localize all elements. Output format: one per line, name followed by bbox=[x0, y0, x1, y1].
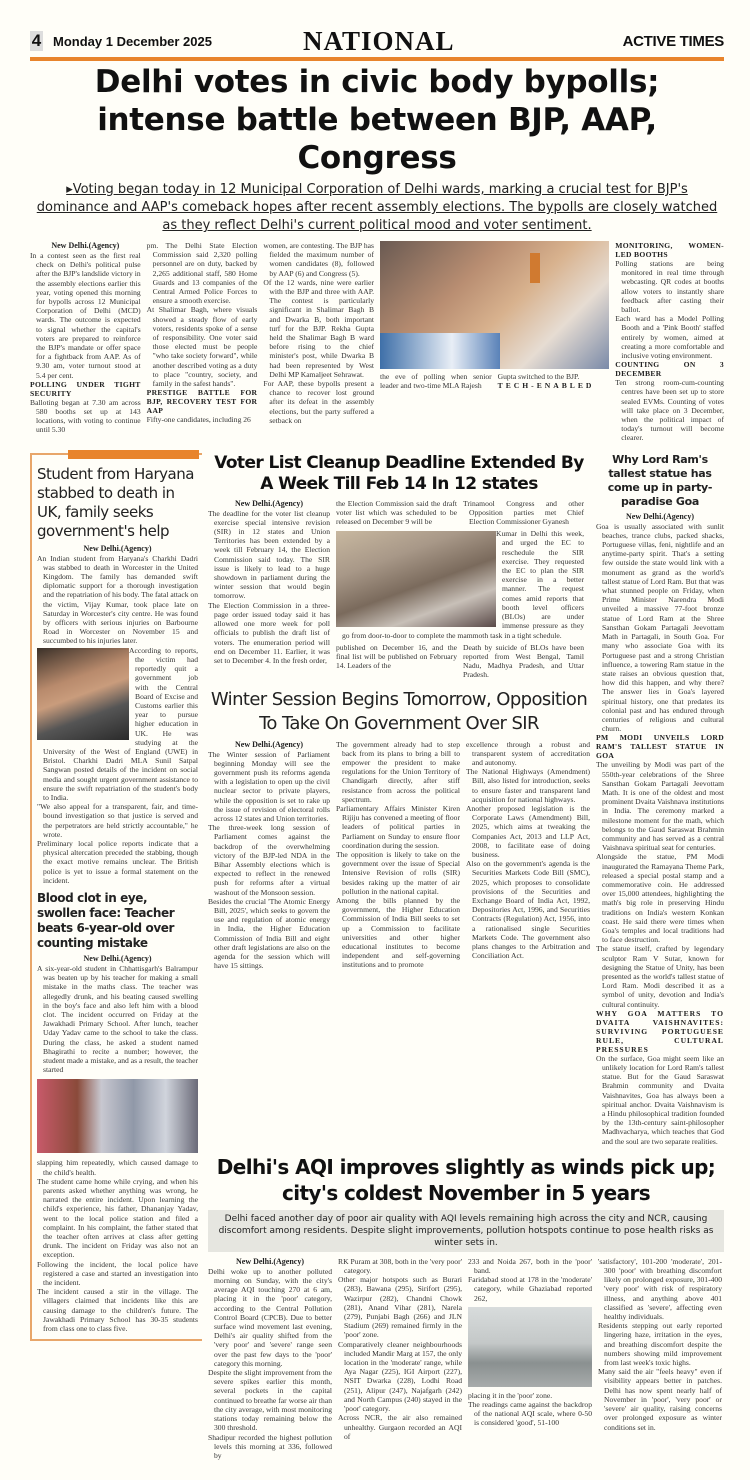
paragraph: Alongside the statue, PM Modi inaugurated the Ramayana Theme Park, released a special postal stamp and a commemorative coin. He addressed over 15,000 attendees, highlighting the math's big role in preserving Hindu traditions on India's western Konkan coast. He said there were times when Goa's temples and local traditions had to face destruction. bbox=[596, 852, 724, 945]
teacher-story-body bbox=[37, 954, 198, 1333]
uk-story-body bbox=[37, 544, 198, 885]
sir-story-headline: Voter List Cleanup Deadline Extended By A Week Till Feb 14 In 12 states bbox=[214, 452, 584, 494]
paragraph: 'satisfactory', 101-200 'moderate', 201-300 'poor' with breathing discomfort likely on prolonged exposure, 301-400 'very poor' with risk of respiratory illness, and anything above 401 classified as 'severe', affecting even healthy individuals. bbox=[598, 1256, 722, 1322]
aqi-column-1 bbox=[208, 1257, 332, 1460]
subhead: COUNTING ON 3 DECEMBER bbox=[615, 360, 724, 379]
paragraph: Fifty-one candidates, including 26 bbox=[146, 415, 251, 425]
section-title: NATIONAL bbox=[303, 25, 455, 56]
byline: New Delhi.(Agency) bbox=[236, 1256, 304, 1266]
lead-deck bbox=[30, 181, 724, 235]
paragraph: For AAP, these bypolls present a chance to recover lost ground after its defeat in the assembly elections, but the party suffered a setback on bbox=[263, 379, 375, 425]
paragraph: In a contest seen as the first real check on Delhi's political pulse after the BJP's landslide victory in the assembly elections earlier this year, voting opened this morning for bypolls across 12 Municipal Corporation of Delhi (MCD) wards. The outcome is expected to signal whether the capital's voters are prepared to reinforce the BJP's mandate or offer space for a fightback from AAP. As of 9.30 am, voter turnout stood at 5.4 per cent. bbox=[30, 251, 141, 380]
paragraph: Shadipur recorded the highest pollution levels this morning at 336, followed by bbox=[208, 1432, 332, 1460]
paragraph: The unveiling by Modi was part of the 550th-year celebrations of the Shree Sansthan Gokam Partagali Jeevottam Math. It is one of the oldest and most prominent Dvaita Vaishnava institutions in India. The ceremony marked a milestone moment for the math, which belongs to the Gaud Saraswat Brahmin community and has served as a central Vaishnava spiritual seat for centuries. bbox=[596, 760, 724, 853]
sir-column-3b: Kumar in Delhi this week, and urged the EC to reschedule the SIR exercise. They requested the EC to plan the SIR exercise in a better manner. The request comes amid reports that booth level officers (BLOs) are under immense pressure as they go from door-to-door to complete the mammoth task in a tight schedule. bbox=[342, 529, 584, 640]
voting-ink-photo bbox=[380, 241, 609, 369]
lower-section bbox=[30, 453, 724, 1460]
paragraph: Balloting began at 7.30 am across 580 booths set up at 143 locations, with voting to continue until 5.30 bbox=[30, 397, 141, 435]
smog-highway-photo bbox=[468, 1307, 592, 1387]
paragraph: Polling stations are being monitored in real time through webcasting. QR codes at booths allow voters to instantly share feedback after casting their ballot. bbox=[615, 259, 724, 315]
paragraph: The government already had to step back from its plans to bring a bill to empower the president to make regulations for the Union Territory of Chandigarh directly, after stiff resistance from across the political spectrum. bbox=[336, 739, 460, 804]
paragraph: Residents stepping out early reported lingering haze, irritation in the eyes, and breathing discomfort despite the numbers showing mild improvement from last week's toxic highs. bbox=[598, 1321, 722, 1368]
paragraph: At Shalimar Bagh, where visuals showed a steady flow of early voters, residents spoke of a sense of responsibility. One voter said those elected must be people "who take society forward", while another described voting as a duty to place "country, society, and family in the safest hands". bbox=[146, 305, 258, 389]
byline: New Delhi.(Agency) bbox=[51, 241, 120, 250]
paragraph: Trinamool Congress and other Opposition parties met Chief Election Commissioner Gyanesh bbox=[463, 498, 584, 527]
paragraph: Many said the air "feels heavy" even if visibility appears better in patches. Delhi has now spent nearly half of November in 'poor', 'very poor' or 'severe' air quality, raising concerns over prolonged exposure as winter conditions set in. bbox=[598, 1367, 722, 1432]
sir-column-2b: published on December 16, and the final list will be published on February 14. Leaders of the bbox=[336, 642, 457, 671]
aqi-column-3 bbox=[468, 1257, 592, 1460]
aqi-column-2 bbox=[338, 1257, 462, 1460]
box-tab bbox=[68, 450, 199, 459]
subhead: POLLING UNDER TIGHT SECURITY bbox=[30, 379, 141, 398]
voters-queue-photo bbox=[336, 531, 496, 627]
lead-headline: Delhi votes in civic body bypolls; intense battle between BJP, AAP, Congress bbox=[94, 64, 660, 176]
paragraph: excellence through a robust and transparent system of accreditation and autonomy. bbox=[466, 739, 590, 767]
paragraph: Following the incident, the local police have registered a case and started an investigation into the incident. bbox=[37, 1259, 198, 1288]
lead-column-4: the eve of polling when senior leader and two-time MLA Rajesh bbox=[380, 372, 492, 391]
paragraph: Another proposed legislation is the Corporate Laws (Amendment) Bill, 2025, which aims at tweaking the Companies Act, 2013 and LLP Act, 2008, to facilitate ease of doing business. bbox=[466, 803, 590, 859]
masthead bbox=[30, 26, 724, 56]
aqi-column-3a: 233 and Noida 267, both in the 'poor' band. bbox=[468, 1256, 592, 1276]
centre-right-area bbox=[208, 453, 724, 1460]
left-story-box bbox=[30, 453, 202, 1342]
sir-column-2a: the Election Commission said the draft voter list which was scheduled to be released on December 9 will be bbox=[336, 498, 457, 527]
goa-story bbox=[596, 453, 724, 1146]
winter-column-1 bbox=[208, 740, 330, 971]
paragraph: The Election Commission in a three-page order issued today said it has allowed one more week for poll officials to publish the draft list of voters. The enumeration period will end on December 11. Earlier, it was set to December 4. In the fresh order, bbox=[208, 600, 330, 665]
subhead: TECH-ENABLED bbox=[497, 381, 595, 391]
byline: New Delhi.(Agency) bbox=[83, 953, 152, 963]
sir-column-3 bbox=[463, 499, 584, 527]
paragraph: On the surface, Goa might seem like an unlikely location for Lord Ram's tallest statue. But for the Gaud Saraswat Brahmin community and Dvaita Vaishnavites, Goa has always been a spiritual anchor. Dvaita Vaishnavism is a Hindu philosophical tradition founded by the 13th-century saint-philosopher Madhvacharya, which teaches that God and the soul are two separate realities. bbox=[596, 1053, 724, 1146]
paragraph: Across NCR, the air also remained unhealthy. Gurgaon recorded an AQI of bbox=[338, 1413, 462, 1441]
paragraph: Delhi woke up to another polluted morning on Sunday, with the city's average AQI touching 270 at 6 am, placing it in the 'poor' category, according to the Central Pollution Control Board (CPCB). Due to better surface wind movement last evening, Delhi's air quality shifted from the 'very poor' and 'severe' range seen over the past few days to the 'poor' category this morning. bbox=[208, 1266, 332, 1368]
paragraph: Preliminary local police reports indicate that a physical altercation preceded the stabbing, though the exact motive remains unclear. The British police is yet to issue a formal statement on the incident. bbox=[37, 838, 198, 885]
goa-story-headline: Why Lord Ram's tallest statue has come up in party-paradise Goa bbox=[607, 452, 713, 508]
paragraph: women, are contesting. The BJP has fielded the maximum number of women candidates (8), followed by AAP (6) and Congress (5). bbox=[263, 241, 375, 278]
paragraph: Also on the government's agenda is the Securities Markets Code Bill (SMC), 2025, which proposes to consolidate provisions of the Securities and Exchange Board of India Act, 1992, Depositories Act, 1996, and Securities Contracts (Regulation) Act, 1956, into a rationalised single Securities Markets Code. The government also plans changes to the Arbitration and Conciliation Act. bbox=[466, 859, 590, 961]
paragraph: Despite the slight improvement from the severe spikes earlier this month, several pockets in the capital continued to breathe far worse air than the city average, with most monitoring stations today remaining below the 300 threshold. bbox=[208, 1368, 332, 1433]
lead-column-5 bbox=[498, 372, 610, 390]
goa-story-body bbox=[596, 512, 724, 1146]
lead-story-body bbox=[30, 241, 724, 443]
issue-date: Monday 1 December 2025 bbox=[53, 33, 212, 49]
paragraph: Faridabad stood at 178 in the 'moderate' category, while Ghaziabad reported 262, bbox=[468, 1275, 592, 1303]
ballot-paper bbox=[380, 333, 500, 369]
subhead: PRESTIGE BATTLE FOR BJP, RECOVERY TEST FOR AAP bbox=[146, 388, 258, 416]
winter-story-headline: Winter Session Begins Tomorrow, Opposition To Take On Government Over SIR bbox=[210, 688, 588, 734]
byline: New Delhi.(Agency) bbox=[235, 498, 303, 508]
ink-bottle bbox=[530, 253, 540, 283]
paragraph: "We also appeal for a transparent, fair, and time-bound investigation so that justice is served and the perpetrators are held strictly accountable," he wrote. bbox=[37, 802, 198, 839]
paragraph: An Indian student from Haryana's Charkhi Dadri was stabbed to death in Worcester in the United Kingdom. The family has demanded swift diplomatic support for a thorough investigation and the repatriation of his body. The fatal attack on the victim, Vijay Kumar, took place late on Saturday in Worcester's city centre. He was found by officers with serious injuries on Barbourne Road in Worcester on November 15 and succumbed to his injuries later. bbox=[37, 553, 198, 646]
lead-photo-column bbox=[380, 241, 609, 443]
lead-column-3 bbox=[263, 241, 374, 443]
lead-deck-text: Voting began today in 12 Municipal Corporation of Delhi wards, marking a crucial test for BJP's dominance and AAP's comeback hopes after recent assembly elections. The bypolls are closely watched as they reflect Delhi's current political mood and voter sentiment. bbox=[36, 182, 718, 233]
victim-photo bbox=[37, 648, 129, 740]
deck-arrow-icon: ▸ bbox=[66, 182, 73, 197]
paragraph: According to reports, the victim had reportedly quit a government job with the Central Board of Excise and Customs earlier this year to pursue higher education in UK. He was studying at the University of the West of England (UWE) in Bristol. Charkhi Dadri MLA Sunil Satpal Sangwan posted details of the incident on social media and sought urgent government assistance to ensure the swift repatriation of the student's body to India. bbox=[43, 645, 198, 802]
subhead: PM MODI UNVEILS LORD RAM'S TALLEST STATUE IN GOA bbox=[596, 733, 724, 761]
paragraph: Among the bills planned by the government, the Higher Education Commission of India Bill seeks to set up a Commission to facilitate universities and other higher educational institutes to become independent and self-governing institutions and to promote bbox=[336, 895, 460, 970]
uk-story-headline: Student from Haryana stabbed to death in UK, family seeks government's help bbox=[37, 464, 194, 540]
page-number: 4 bbox=[31, 31, 42, 50]
aqi-story-deck: Delhi faced another day of poor air quality with AQI levels remaining high across the city and NCR, causing discomfort among residents. Despite slight improvements, pollution hotspots continue to pose health risks as winter sets in. bbox=[208, 1210, 724, 1252]
aqi-story-headline: Delhi's AQI improves slightly as winds pick up; city's coldest November in 5 years bbox=[216, 1154, 716, 1205]
sir-photo-wrap bbox=[336, 529, 584, 639]
lead-column-2 bbox=[147, 241, 258, 443]
paragraph: Other major hotspots such as Burari (283), Bawana (295), Sirifort (295), Wazirpur (282), Chandni Chowk (281), Anand Vihar (281), Narela (279), Punjabi Bagh (266) and JLN Stadium (269) remained firmly in the 'poor' zone. bbox=[338, 1275, 462, 1340]
paragraph: The National Highways (Amendment) Bill, also listed for introduction, seeks to ensure faster and transparent land acquisition for national highways. bbox=[466, 767, 590, 804]
paragraph: Of the 12 wards, nine were earlier with the BJP and three with AAP. The contest is particularly significant in Shalimar Bagh B and Dwarka B, both important turf for the BJP. Rekha Gupta held the Shalimar Bagh B ward before rising to the chief minister's post, while Dwarka B had been represented by West Delhi MP Kamaljeet Sehrawat. bbox=[263, 277, 375, 379]
aqi-column-4 bbox=[598, 1257, 722, 1460]
paragraph: Comparatively cleaner neighbourhoods included Mandir Marg at 157, the only location in the 'moderate' range, while Aya Nagar (225), IGI Airport (227), NSIT Dwarka (228), Lodhi Road (251), Alipur (247), Najafgarh (242) and North Campus (240) stayed in the 'poor' category. bbox=[338, 1339, 462, 1414]
byline: New Delhi.(Agency) bbox=[235, 739, 303, 749]
sir-column-3c: Death by suicide of BLOs have been reported from West Bengal, Tamil Nadu, Madhya Pradesh, and Uttar Pradesh. bbox=[463, 642, 584, 680]
paragraph: The incident caused a stir in the village. The villagers claimed that incidents like this are causing damage to the children's future. The Jawakhadi Primary School has 30-35 students from class one to class five. bbox=[37, 1287, 198, 1334]
paragraph: A six-year-old student in Chhattisgarh's Balrampur was beaten up by his teacher for making a small mistake in the maths class. The teacher was allegedly drunk, and his beating caused swelling in the boy's face and also left him with a blood clot. The incident occurred on Friday at the Jawakhadi Primary School. After lunch, teacher Uday Yadav came to the school to take the class. During the class, he asked a student named Bhagirathi to recite a number; however, the student made a mistake, and as a result, the teacher started bbox=[37, 963, 198, 1075]
paragraph: Each ward has a Model Polling Booth and a 'Pink Booth' staffed entirely by women, aimed at creating a more comfortable and inclusive voting environment. bbox=[615, 314, 724, 361]
byline: New Delhi.(Agency) bbox=[626, 511, 694, 521]
header-rule bbox=[30, 57, 724, 61]
winter-column-2 bbox=[336, 740, 460, 971]
sir-column-1 bbox=[208, 499, 330, 680]
sir-right-area bbox=[336, 499, 584, 680]
paragraph: slapping him repeatedly, which caused damage to the child's health. bbox=[37, 1158, 198, 1177]
paragraph: The readings came against the backdrop of the national AQI scale, where 0-50 is considered 'good', 51-100 bbox=[468, 1400, 592, 1428]
paragraph: The Winter session of Parliament beginning Monday will see the government push its reforms agenda with a legislation to open up the civil nuclear sector to private players, while the opposition is set to rake up the issue of revision of electoral rolls across 12 states and Union territories. bbox=[208, 749, 330, 823]
subhead: MONITORING, WOMEN-LED BOOTHS bbox=[615, 241, 724, 259]
paragraph: Besides the crucial 'The Atomic Energy Bill, 2025', which seeks to govern the use and regulation of atomic energy in India, the Higher Education Commission of India Bill and eight other draft legislations are also on the agenda for the session which will have 15 sittings. bbox=[208, 896, 330, 971]
subhead: WHY GOA MATTERS TO DVAITA VAISHNAVITES: SURVIVING PORTUGUESE RULE, CULTURAL PRESSURES bbox=[596, 1008, 724, 1054]
paragraph: Parliamentary Affairs Minister Kiren Rijiju has convened a meeting of floor leaders of political parties in Parliament on Sunday to ensure floor coordination during the session. bbox=[336, 803, 460, 850]
paragraph: The statue itself, crafted by legendary sculptor Ram V Sutar, known for designing the Statue of Unity, has been presented as the world's tallest statue of Lord Ram. Modi described it as a symbol of unity, devotion and India's cultural continuity. bbox=[596, 944, 724, 1009]
paragraph: The deadline for the voter list cleanup exercise special intensive revision (SIR) in 12 states and Union Territories has been extended by a week till February 14, the Election Commission said today. The SIR issue is likely to lead to a huge showdown in parliament during the winter session that would begin tomorrow. bbox=[208, 508, 330, 601]
classroom-photo bbox=[37, 1079, 198, 1153]
winter-column-3 bbox=[466, 740, 590, 971]
paragraph: The opposition is likely to take on the government over the issue of Special Intensive Revision of rolls (SIR) besides raking up the matter of air pollution in the national capital. bbox=[336, 849, 460, 896]
teacher-story-headline: Blood clot in eye, swollen face: Teacher beats 6-year-old over counting mistake bbox=[37, 890, 175, 950]
byline: New Delhi.(Agency) bbox=[83, 543, 152, 553]
paragraph: Ten strong room-cum-counting centres have been set up to store sealed EVMs. Counting of votes will take place on 3 December, when the political impact of today's turnout will become clearer. bbox=[615, 378, 724, 443]
lead-column-1 bbox=[30, 241, 141, 443]
paragraph: pm. The Delhi State Election Commission said 2,320 polling personnel are on duty, backed by 2,265 additional staff, 580 Home Guards and 13 companies of the Central Armed Police Forces to ensure a smooth exercise. bbox=[146, 241, 258, 306]
brand-name: ACTIVE TIMES bbox=[622, 32, 724, 50]
paragraph: Gupta switched to the BJP. bbox=[497, 372, 580, 381]
paragraph: RK Puram at 308, both in the 'very poor' category. bbox=[338, 1256, 462, 1276]
centre-stories bbox=[208, 453, 590, 971]
paragraph: Goa is usually associated with sunlit beaches, trance clubs, packed shacks, Portuguese villas, feni, nightlife and an anytime-party spirit. That's a setting few outside the state would link with a monument as grand as the world's tallest statue of Lord Ram. But that was what stunned people on Friday, when Prime Minister Narendra Modi unveiled a massive 77-foot bronze statue of Lord Ram at the Shree Sansthan Gokam Partagali Jeevottam Math in Partagali, in South Goa. For many who associate Goa with its Portuguese past and a strong Christian influence, a towering Ram statue in the state raises an obvious question that, how did this happen, and why there? The answer lies in Goa's layered spiritual history, one that predates its colonial past and has endured through centuries of religious and cultural churn. bbox=[596, 521, 724, 734]
aqi-column-3b: placing it in the 'poor' zone. bbox=[468, 1390, 553, 1400]
paragraph: The three-week long session of Parliament comes against the backdrop of the overwhelming victory of the BJP-led NDA in the Bihar Assembly elections which is expected to reflect in the renewed push for reforms after a virtual washout of the Monsoon session. bbox=[208, 823, 330, 897]
lead-column-6 bbox=[615, 241, 724, 443]
paragraph: The student came home while crying, and when his parents asked whether anything was wrong, he narrated the entire incident. Upon learning the child's experience, his father, Dhananjay Yadav, went to the local police station and filed a complaint. In his complaint, the father stated that the teacher often arrives at class after getting drunk. The incident on Friday was also not an exception. bbox=[37, 1176, 198, 1260]
